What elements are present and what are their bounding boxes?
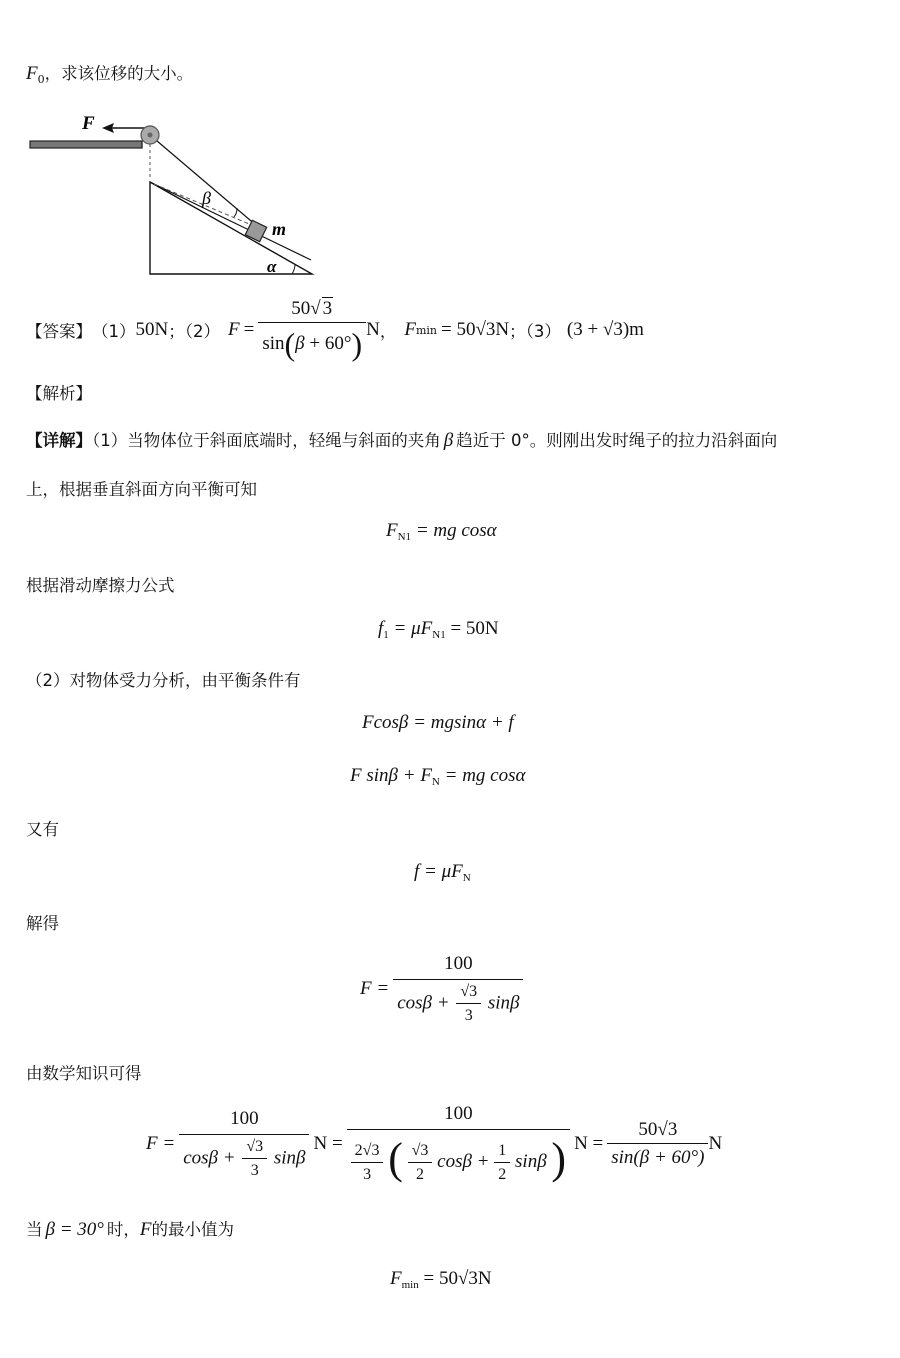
when-line: 当 β = 30° 时，F的最小值为 xyxy=(26,1219,234,1240)
incline-surface xyxy=(150,182,311,260)
intro-var: F xyxy=(26,63,38,84)
math-text: 由数学知识可得 xyxy=(26,1064,142,1083)
equation-5: $f = \mu F_N$ xyxy=(414,861,471,884)
analysis-label: 【解析】 xyxy=(26,384,92,403)
equation-3: Fcosβ = mgsinα + f xyxy=(362,712,514,733)
solve-text: 解得 xyxy=(26,914,59,933)
answer-line: 【答案】 （1） 50N ；（2） F = $\frac{50√ 3}{\sin(\beta + 60^\circ)}$ N ， F min = 50√3N ；（3） (3 + √3)m xyxy=(26,297,644,362)
part2-text: （2）对物体受力分析，由平衡条件有 xyxy=(26,671,301,690)
equation-2: $f_1 = \mu F_{N1} = 50N$ xyxy=(378,618,499,641)
equation-6: F = 100 cosβ + $\frac{√3}{3}$ sinβ xyxy=(360,953,523,1025)
intro-text: ，求该位移的大小。 xyxy=(44,64,194,83)
detail-line-1: 【详解】（1）当物体位于斜面底端时，轻绳与斜面的夹角 β 趋近于 0°。则刚出发时绳子的拉力沿斜面向 xyxy=(26,430,778,451)
ceiling-beam xyxy=(30,141,142,148)
incline xyxy=(150,182,312,274)
equation-1: $F_{N1}$ = mg cosα xyxy=(386,520,497,543)
also-text: 又有 xyxy=(26,820,59,839)
answer-2-frac: $\frac{50√ 3}{\sin(\beta + 60^\circ)}$ xyxy=(258,298,366,363)
friction-text: 根据滑动摩擦力公式 xyxy=(26,576,175,595)
force-label: F xyxy=(82,113,95,134)
mass-label: m xyxy=(272,219,287,239)
equation-8: $F_{min} = 50√3N$ xyxy=(390,1268,492,1291)
beta-label: β xyxy=(202,188,211,208)
equation-4: F $\sin\beta + F_N$ = mg cosα xyxy=(350,765,526,788)
answer-fmin: = 50√3N xyxy=(441,319,510,340)
alpha-label: α xyxy=(267,257,277,276)
answer-1: 50N xyxy=(135,319,169,340)
intro-line xyxy=(26,60,193,86)
incline-figure xyxy=(26,108,326,280)
equation-7: F = 100 cosβ + $\frac{√3}{3}$ sinβ N = 100 $\frac{2√3}{3}$ ( $\frac{√3}{2}$ cosβ + $\frac{1}{2}$ sinβ ) N = $\frac{50√3}{\sin(\beta + 60^\circ)}$ N xyxy=(146,1103,723,1183)
intro-sub: 0 xyxy=(37,73,45,86)
answer-label: 【答案】 xyxy=(26,322,92,341)
answer-3: (3 + √3)m xyxy=(566,319,644,340)
detail-line-2: 上，根据垂直斜面方向平衡可知 xyxy=(26,480,257,499)
